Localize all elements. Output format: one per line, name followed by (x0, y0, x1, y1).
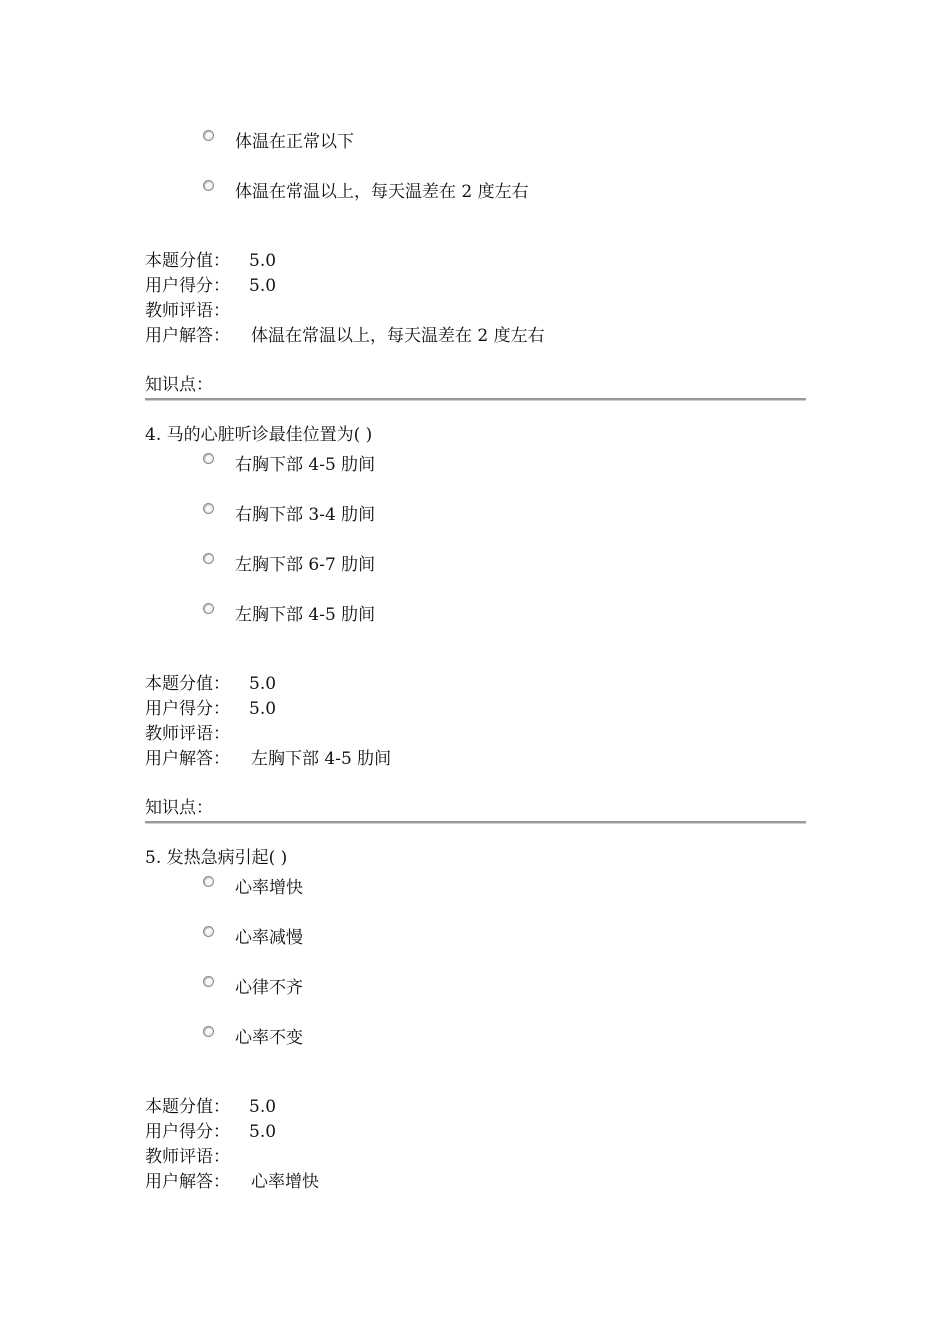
knowledge-point-row (145, 796, 213, 820)
knowledge-point-row (145, 373, 213, 397)
score-label: 本题分值： (145, 251, 230, 271)
user-answer-label: 用户解答： (145, 1172, 230, 1192)
user-score-row (145, 1120, 277, 1144)
user-score-label: 用户得分： (145, 276, 230, 296)
radio-icon[interactable] (203, 553, 214, 564)
option-q4-c[interactable] (203, 553, 803, 577)
score-label: 本题分值： (145, 674, 230, 694)
user-score-value: 5.0 (249, 1122, 277, 1142)
user-answer-label: 用户解答： (145, 326, 230, 346)
radio-icon[interactable] (203, 453, 214, 464)
user-score-label: 用户得分： (145, 1122, 230, 1142)
option-label: 体温在正常以下 (235, 132, 354, 152)
user-score-row (145, 274, 277, 298)
option-q5-c[interactable] (203, 976, 803, 1000)
teacher-comment-row (145, 299, 230, 323)
score-label: 本题分值： (145, 1097, 230, 1117)
user-answer-row (145, 1170, 319, 1194)
question-divider (145, 821, 806, 824)
user-score-value: 5.0 (249, 699, 277, 719)
option-label: 左胸下部 4-5 肋间 (235, 605, 376, 625)
option-q5-d[interactable] (203, 1026, 803, 1050)
option-q3-d[interactable] (203, 180, 803, 204)
score-row (145, 249, 277, 273)
option-q4-a[interactable] (203, 453, 803, 477)
user-answer-label: 用户解答： (145, 749, 230, 769)
question-4-title: 4. 马的心脏听诊最佳位置为( ) (145, 425, 373, 445)
user-answer-value: 体温在常温以上，每天温差在 2 度左右 (251, 326, 545, 346)
radio-icon[interactable] (203, 130, 214, 141)
score-row (145, 1095, 277, 1119)
teacher-comment-label: 教师评语： (145, 724, 230, 744)
option-label: 体温在常温以上，每天温差在 2 度左右 (235, 182, 529, 202)
user-answer-row (145, 747, 392, 771)
option-label: 心率减慢 (235, 928, 303, 948)
knowledge-point-label: 知识点： (145, 798, 213, 818)
radio-icon[interactable] (203, 180, 214, 191)
user-answer-value: 心率增快 (251, 1172, 319, 1192)
score-value: 5.0 (249, 251, 277, 271)
teacher-comment-row (145, 1145, 230, 1169)
score-row (145, 672, 277, 696)
option-label: 右胸下部 4-5 肋间 (235, 455, 376, 475)
option-q3-c[interactable] (203, 130, 803, 154)
option-q4-b[interactable] (203, 503, 803, 527)
user-score-label: 用户得分： (145, 699, 230, 719)
user-score-value: 5.0 (249, 276, 277, 296)
radio-icon[interactable] (203, 926, 214, 937)
user-score-row (145, 697, 277, 721)
teacher-comment-row (145, 722, 230, 746)
radio-icon[interactable] (203, 1026, 214, 1037)
option-q5-b[interactable] (203, 926, 803, 950)
radio-icon[interactable] (203, 503, 214, 514)
question-5-title: 5. 发热急病引起( ) (145, 848, 288, 868)
option-label: 心律不齐 (235, 978, 303, 998)
radio-icon[interactable] (203, 603, 214, 614)
option-label: 右胸下部 3-4 肋间 (235, 505, 376, 525)
user-answer-value: 左胸下部 4-5 肋间 (251, 749, 392, 769)
question-divider (145, 398, 806, 401)
radio-icon[interactable] (203, 976, 214, 987)
score-value: 5.0 (249, 1097, 277, 1117)
option-q4-d[interactable] (203, 603, 803, 627)
score-value: 5.0 (249, 674, 277, 694)
option-label: 心率不变 (235, 1028, 303, 1048)
user-answer-row (145, 324, 545, 348)
radio-icon[interactable] (203, 876, 214, 887)
option-label: 左胸下部 6-7 肋间 (235, 555, 376, 575)
teacher-comment-label: 教师评语： (145, 301, 230, 321)
teacher-comment-label: 教师评语： (145, 1147, 230, 1167)
option-label: 心率增快 (235, 878, 303, 898)
knowledge-point-label: 知识点： (145, 375, 213, 395)
option-q5-a[interactable] (203, 876, 803, 900)
